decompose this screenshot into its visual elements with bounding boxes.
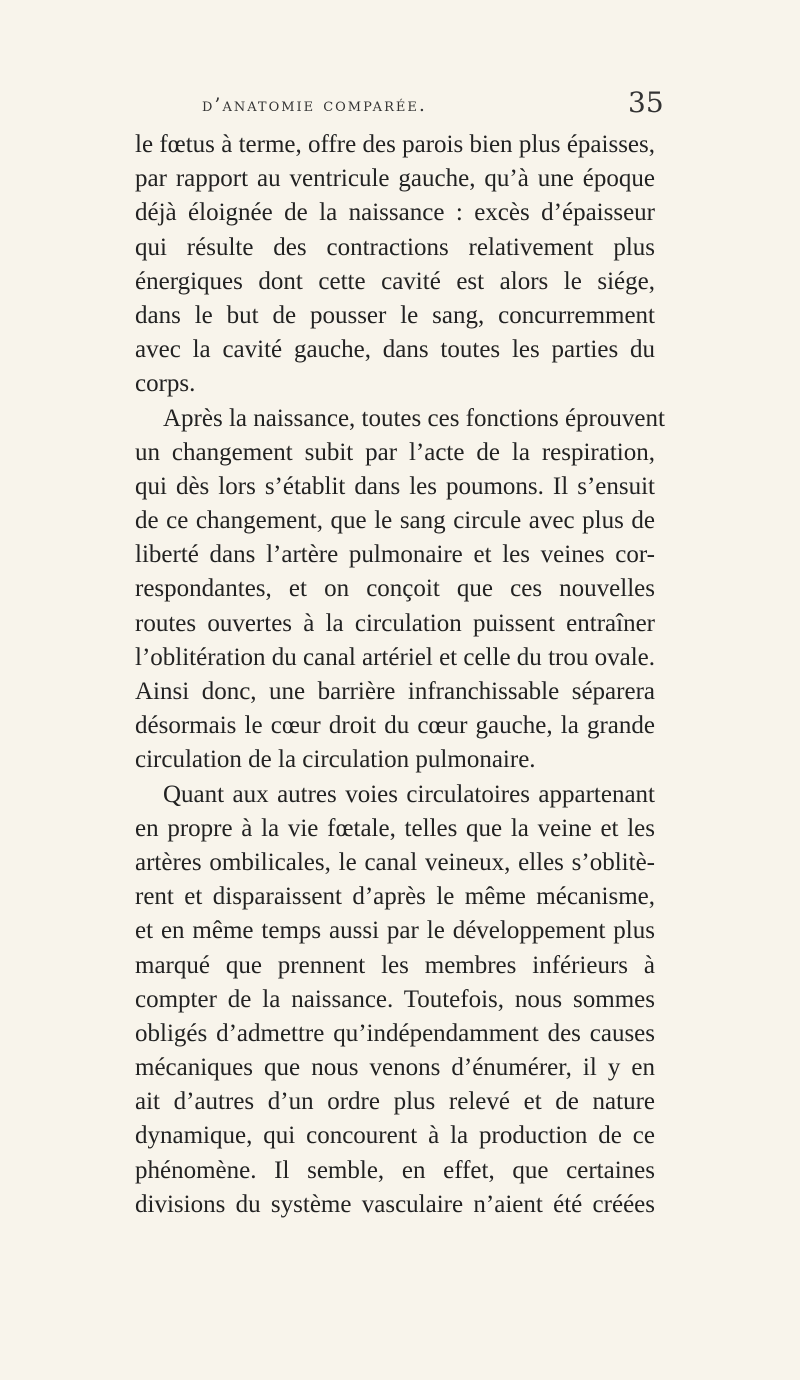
text-line: le fœtus à terme, offre des parois bien plus épaisses, — [135, 131, 655, 158]
text-line: respondantes, et on conçoit que ces nouvelles — [135, 575, 655, 603]
text-line: un changement subit par l’acte de la respiration, — [135, 438, 655, 466]
text-line: phénomène. Il semble, en effet, que certaines — [135, 1156, 655, 1184]
text-line: énergiques dont cette cavité est alors le siége, — [135, 267, 655, 295]
text-line: dans le but de pousser le sang, concurremment — [135, 301, 655, 329]
text-line: qui résulte des contractions relativement plus — [135, 233, 655, 261]
text-line: par rapport au ventricule gauche, qu’à une époque — [135, 165, 655, 193]
text-line: Après la naissance, toutes ces fonctions éprouvent — [163, 404, 665, 432]
body-text — [135, 128, 665, 1222]
text-line: désormais le cœur droit du cœur gauche, la grande — [135, 712, 655, 740]
text-line: dynamique, qui concourent à la production de ce — [135, 1122, 655, 1150]
text-line: artères ombilicales, le canal veineux, elles s’oblitè- — [135, 848, 655, 876]
text-line: et en même temps aussi par le développement plus — [135, 917, 655, 945]
text-line: corps. — [135, 370, 196, 398]
text-line: mécaniques que nous venons d’énumérer, il y en — [135, 1054, 655, 1082]
text-line: l’oblitération du canal artériel et celle du trou ovale. — [135, 643, 655, 671]
text-line: ait d’autres d’un ordre plus relevé et de nature — [135, 1088, 655, 1116]
text-line: de ce changement, que le sang circule avec plus de — [135, 507, 655, 535]
text-line: rent et disparaissent d’après le même mécanisme, — [135, 883, 655, 911]
text-line: compter de la naissance. Toutefois, nous sommes — [135, 985, 655, 1013]
text-line: en propre à la vie fœtale, telles que la veine et les — [135, 814, 655, 842]
text-line: avec la cavité gauche, dans toutes les parties du — [135, 336, 655, 364]
text-line: divisions du système vasculaire n’aient été créées — [135, 1190, 655, 1218]
running-title: d’anatomie comparée. — [202, 94, 427, 116]
page-number: 35 — [628, 86, 664, 119]
text-line: qui dès lors s’établit dans les poumons. Il s’ensuit — [135, 472, 655, 500]
text-line: Ainsi donc, une barrière infranchissable séparera — [135, 678, 655, 705]
text-line: routes ouvertes à la circulation puissent entraîner — [135, 609, 655, 637]
text-line: obligés d’admettre qu’indépendamment des causes — [135, 1019, 655, 1047]
page-header — [0, 84, 800, 124]
text-line: déjà éloignée de la naissance : excès d’épaisseur — [135, 199, 655, 227]
text-line: liberté dans l’artère pulmonaire et les veines cor- — [135, 541, 655, 569]
text-line: marqué que prennent les membres inférieurs à — [135, 951, 655, 979]
text-line: circulation de la circulation pulmonaire. — [135, 746, 536, 774]
text-line: Quant aux autres voies circulatoires appartenant — [163, 780, 655, 808]
